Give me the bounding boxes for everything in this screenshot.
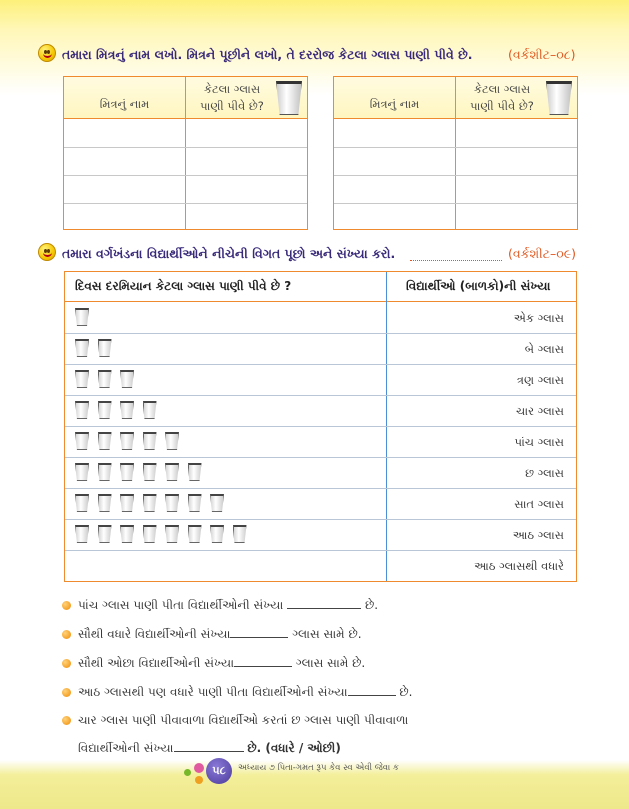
col-glasses-line2: પાણી પીવે છે? bbox=[200, 99, 264, 113]
page-number: ૫૮ bbox=[206, 758, 232, 784]
glass-icon bbox=[210, 525, 224, 543]
survey-table bbox=[64, 271, 577, 582]
glass-icon bbox=[120, 525, 134, 543]
glass-icon bbox=[98, 432, 112, 450]
row-label: બે ગ્લાસ bbox=[524, 342, 564, 356]
question-3: સૌથી ઓછા વિદ્યાર્થીઓની સંખ્યા ગ્લાસ સામે છે. bbox=[78, 656, 366, 670]
bullet-icon bbox=[62, 601, 71, 610]
glass-icon bbox=[75, 494, 89, 512]
col-student-count: વિદ્યાર્થીઓ (બાળકો)ની સંખ્યા bbox=[406, 279, 551, 293]
answer-blank[interactable] bbox=[230, 628, 288, 638]
bullet-icon bbox=[62, 688, 71, 697]
glass-icon bbox=[98, 525, 112, 543]
question-1: પાંચ ગ્લાસ પાણી પીતા વિદ્યાર્થીઓની સંખ્યા છે. bbox=[78, 598, 379, 612]
glass-icon bbox=[75, 370, 89, 388]
glass-icon bbox=[165, 432, 179, 450]
glass-icon bbox=[120, 463, 134, 481]
glass-icon bbox=[98, 370, 112, 388]
answer-blank[interactable] bbox=[174, 742, 244, 752]
glass-icon bbox=[188, 494, 202, 512]
row-label: પાંચ ગ્લાસ bbox=[514, 435, 564, 449]
glass-icon bbox=[98, 339, 112, 357]
col-glasses-line2: પાણી પીવે છે? bbox=[470, 99, 534, 113]
glass-icon bbox=[143, 463, 157, 481]
glass-icon bbox=[75, 308, 89, 326]
glass-icon bbox=[188, 463, 202, 481]
friends-table-left bbox=[63, 76, 308, 230]
bullet-icon bbox=[62, 716, 71, 725]
glass-icon bbox=[210, 494, 224, 512]
col-friend-name: મિત્રનું નામ bbox=[99, 97, 150, 111]
glass-icon bbox=[546, 81, 572, 115]
section2-heading: તમારા વર્ગખંડના વિદ્યાર્થીઓને નીચેની વિગત પૂછો અને સંખ્યા કરો. bbox=[62, 246, 396, 261]
glass-icon bbox=[143, 401, 157, 419]
glass-icon bbox=[233, 525, 247, 543]
glass-icon bbox=[165, 525, 179, 543]
col-friend-name: મિત્રનું નામ bbox=[369, 97, 420, 111]
smiley-icon bbox=[38, 243, 56, 261]
glass-icon bbox=[75, 339, 89, 357]
row-label: ચાર ગ્લાસ bbox=[516, 404, 564, 418]
col-glasses-line1: કેટલા ગ્લાસ bbox=[473, 82, 531, 96]
bullet-icon bbox=[62, 659, 71, 668]
glass-icon bbox=[165, 494, 179, 512]
worksheet-08-label: (વર્કશીટ–૦૮) bbox=[508, 47, 576, 62]
glass-icon bbox=[98, 494, 112, 512]
glass-icon bbox=[165, 463, 179, 481]
glass-icon bbox=[120, 494, 134, 512]
glass-icon bbox=[98, 463, 112, 481]
glass-icon bbox=[75, 525, 89, 543]
footer-text: અધ્યાય ૭ પિતા-ગમત રૂપ કેવ સ્વ એવી જેવા ક bbox=[238, 763, 399, 773]
row-label: આઠ ગ્લાસથી વધારે bbox=[474, 559, 564, 573]
glass-icon bbox=[75, 432, 89, 450]
friends-table-right bbox=[333, 76, 578, 230]
smiley-icon bbox=[38, 44, 56, 62]
row-label: એક ગ્લાસ bbox=[513, 311, 564, 325]
answer-blank[interactable] bbox=[348, 686, 396, 696]
worksheet-09-label: (વર્કશીટ–૦૯) bbox=[508, 246, 577, 261]
row-label: સાત ગ્લાસ bbox=[514, 497, 564, 511]
glass-icon bbox=[120, 432, 134, 450]
col-glasses-per-day: દિવસ દરમિયાન કેટલા ગ્લાસ પાણી પીવે છે ? bbox=[75, 279, 292, 293]
row-label: છ ગ્લાસ bbox=[525, 466, 564, 480]
answer-blank[interactable] bbox=[287, 599, 361, 609]
section1-heading: તમારા મિત્રનું નામ લખો. મિત્રને પૂછીને લખો, તે દરરોજ કેટલા ગ્લાસ પાણી પીવે છે. bbox=[62, 47, 473, 62]
glass-icon bbox=[75, 463, 89, 481]
glass-icon bbox=[143, 494, 157, 512]
glass-icon bbox=[120, 401, 134, 419]
glass-icon bbox=[188, 525, 202, 543]
glass-icon bbox=[120, 370, 134, 388]
glass-icon bbox=[143, 432, 157, 450]
glass-icon bbox=[143, 525, 157, 543]
glass-icon bbox=[276, 81, 302, 115]
col-glasses-line1: કેટલા ગ્લાસ bbox=[203, 82, 261, 96]
glass-icon bbox=[75, 401, 89, 419]
bullet-icon bbox=[62, 630, 71, 639]
glass-icon bbox=[98, 401, 112, 419]
question-5-line2: વિદ્યાર્થીઓની સંખ્યા છે. (વધારે / ઓછી) bbox=[78, 741, 341, 755]
question-2: સૌથી વધારે વિદ્યાર્થીઓની સંખ્યા ગ્લાસ સામે છે. bbox=[78, 627, 362, 641]
row-label: આઠ ગ્લાસ bbox=[512, 528, 564, 542]
row-label: ત્રણ ગ્લાસ bbox=[516, 373, 564, 387]
answer-blank[interactable] bbox=[234, 657, 292, 667]
question-5-line1: ચાર ગ્લાસ પાણી પીવાવાળા વિદ્યાર્થીઓ કરતાં છ ગ્લાસ પાણી પીવાવાળા bbox=[78, 713, 409, 727]
question-4: આઠ ગ્લાસથી પણ વધારે પાણી પીતા વિદ્યાર્થીઓની સંખ્યા છે. bbox=[78, 685, 413, 699]
